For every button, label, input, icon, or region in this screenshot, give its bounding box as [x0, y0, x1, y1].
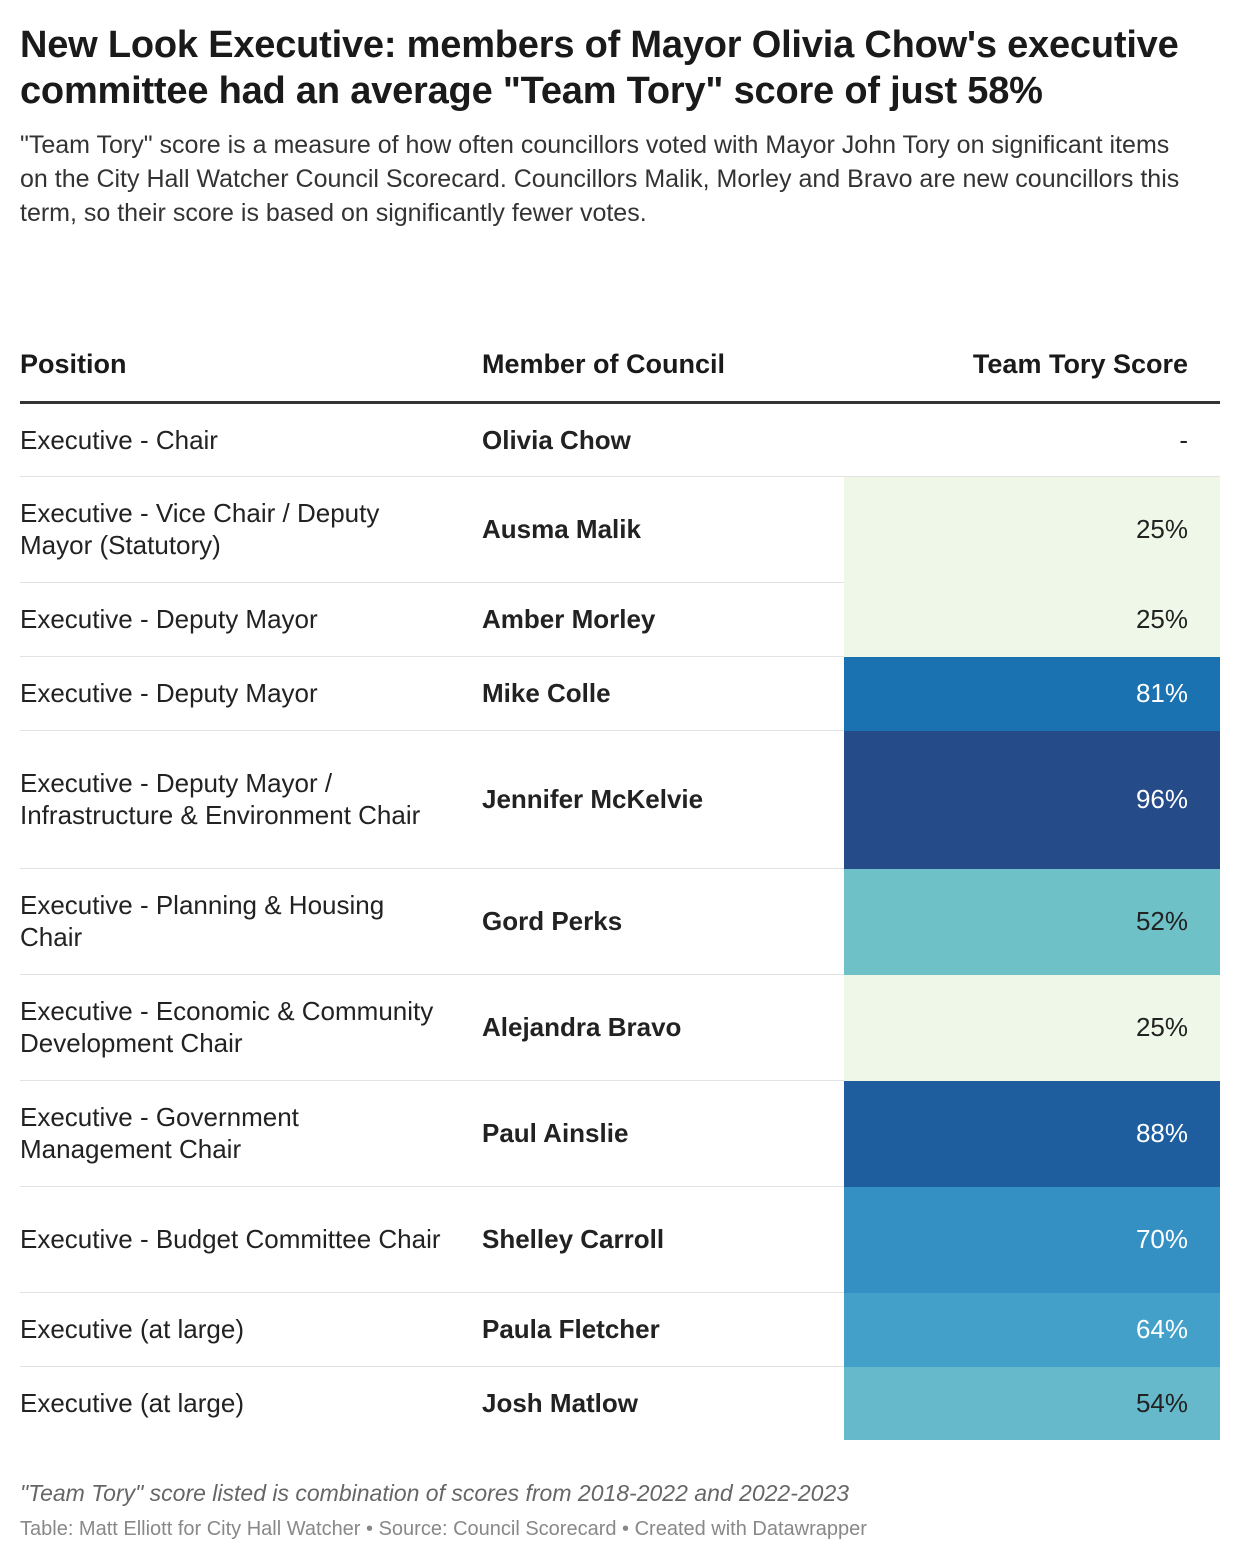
- cell-position: Executive - Chair: [20, 402, 482, 476]
- cell-score: 25%: [844, 476, 1220, 582]
- cell-position: Executive - Government Management Chair: [20, 1080, 482, 1186]
- table-body: [20, 402, 1220, 1440]
- table-row: [20, 868, 1220, 974]
- column-header-score[interactable]: Team Tory Score: [844, 330, 1220, 402]
- column-header-position[interactable]: Position: [20, 330, 482, 402]
- cell-member: Alejandra Bravo: [482, 974, 844, 1080]
- cell-member: Olivia Chow: [482, 402, 844, 476]
- chart-note: "Team Tory" score listed is combination of scores from 2018-2022 and 2022-2023: [20, 1480, 850, 1506]
- table-row: [20, 476, 1220, 582]
- cell-position: Executive - Economic & Community Development Chair: [20, 974, 482, 1080]
- cell-member: Ausma Malik: [482, 476, 844, 582]
- table-row: [20, 402, 1220, 476]
- column-header-member[interactable]: Member of Council: [482, 330, 844, 402]
- chart-byline: Table: Matt Elliott for City Hall Watcher • Source: Council Scorecard • Created with Datawrapper: [20, 1518, 867, 1540]
- cell-score: 81%: [844, 656, 1220, 730]
- cell-member: Paul Ainslie: [482, 1080, 844, 1186]
- cell-position: Executive - Deputy Mayor: [20, 582, 482, 656]
- table-row: [20, 656, 1220, 730]
- cell-member: Jennifer McKelvie: [482, 730, 844, 868]
- cell-member: Paula Fletcher: [482, 1292, 844, 1366]
- table-row: [20, 582, 1220, 656]
- table-header-row: [20, 330, 1220, 402]
- cell-position: Executive (at large): [20, 1292, 482, 1366]
- cell-member: Amber Morley: [482, 582, 844, 656]
- table-row: [20, 1080, 1220, 1186]
- table-row: [20, 1292, 1220, 1366]
- cell-member: Mike Colle: [482, 656, 844, 730]
- cell-position: Executive - Deputy Mayor: [20, 656, 482, 730]
- cell-member: Josh Matlow: [482, 1388, 639, 1419]
- cell-position: Executive - Budget Committee Chair: [20, 1186, 482, 1292]
- cell-position: Executive (at large): [20, 1388, 244, 1419]
- cell-score: -: [844, 402, 1220, 476]
- cell-position: Executive - Deputy Mayor / Infrastructure & Environment Chair: [20, 730, 482, 868]
- table-row: [20, 974, 1220, 1080]
- cell-score: 52%: [844, 868, 1220, 974]
- table-row: [20, 1366, 1220, 1440]
- cell-score: 96%: [844, 730, 1220, 868]
- cell-member: Shelley Carroll: [482, 1186, 844, 1292]
- cell-score: 88%: [844, 1080, 1220, 1186]
- cell-position: Executive - Vice Chair / Deputy Mayor (Statutory): [20, 476, 482, 582]
- cell-score: 25%: [844, 582, 1220, 656]
- cell-score: 64%: [844, 1292, 1220, 1366]
- cell-position: Executive - Planning & Housing Chair: [20, 868, 482, 974]
- chart-header: [20, 22, 1220, 230]
- cell-score: 54%: [844, 1366, 1220, 1440]
- chart-subtitle: "Team Tory" score is a measure of how often councillors voted with Mayor John Tory on significant items on the City Hall Watcher Council Scorecard. Councillors Malik, Morley and Bravo are new councillors this term, so their score is based on significantly fewer votes.: [20, 131, 1180, 227]
- cell-score: 25%: [844, 974, 1220, 1080]
- cell-score: 70%: [844, 1186, 1220, 1292]
- table-row: [20, 730, 1220, 868]
- chart-title: New Look Executive: members of Mayor Olivia Chow's executive committee had an average "Team Tory" score of just 58%: [20, 24, 1179, 112]
- table-row: [20, 1186, 1220, 1292]
- chart-footer: [20, 1478, 1220, 1542]
- cell-member: Gord Perks: [482, 868, 844, 974]
- score-table: [20, 330, 1220, 1440]
